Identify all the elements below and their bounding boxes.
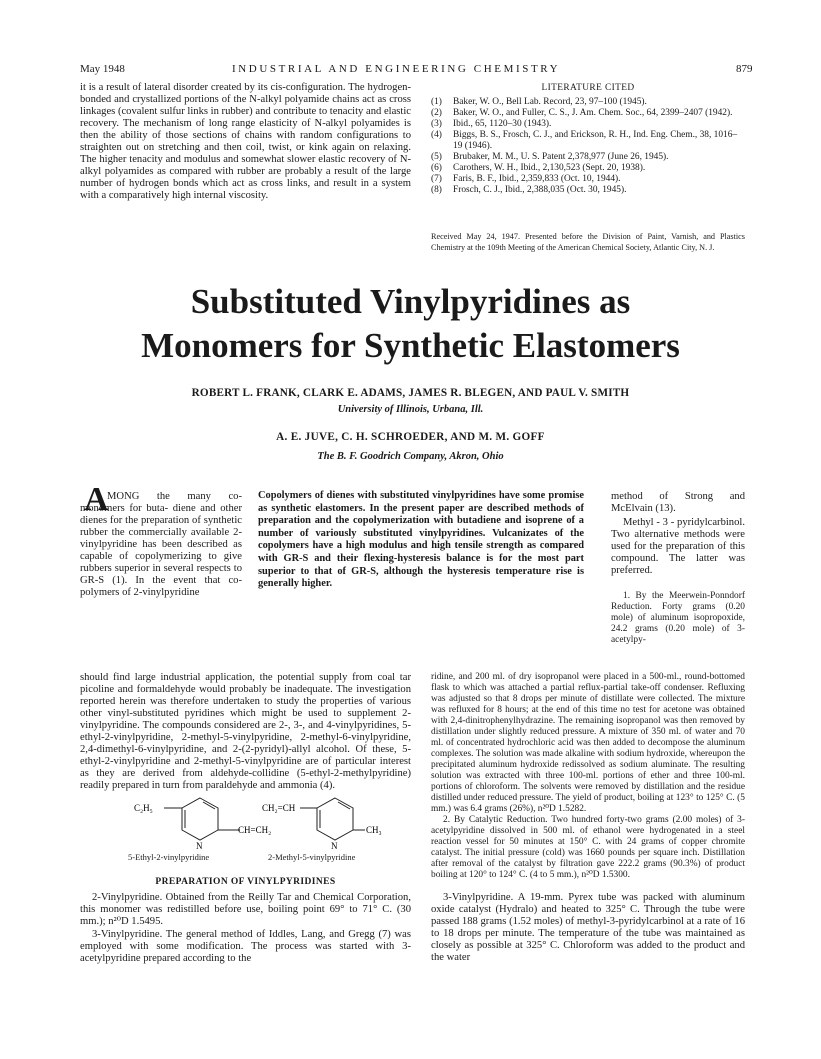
reference-item (431, 163, 745, 174)
step-1-lead: 1. By the Meerwein-Ponndorf Reduction. Forty grams (0.20 mole) of aluminum isopropoxide, 24.2 grams (0.20 mole) of 3-acetylpy- (611, 591, 745, 645)
reference-text: Carothers, W. H., Ibid., 2,130,523 (Sept. 20, 1938). (453, 163, 646, 173)
received-note: Received May 24, 1947. Presented before the Division of Paint, Varnish, and Plastics Chemistry at the 109th Meeting of the American Chemical Society, Atlantic City, N. J. (431, 232, 745, 252)
reference-text: Faris, B. F., Ibid., 2,359,833 (Oct. 10, 1944). (453, 174, 621, 184)
header-date: May 1948 (80, 63, 125, 75)
reference-text: Biggs, B. S., Frosch, C. J., and Erickson, R. H., Ind. Eng. Chem., 38, 1016–19 (1946). (453, 130, 738, 151)
reference-item (431, 174, 745, 185)
preparation-heading: PREPARATION OF VINYLPYRIDINES (155, 877, 336, 887)
reference-number: (3) (431, 119, 442, 129)
reference-number: (1) (431, 97, 442, 107)
struct-2-caption: 2-Methyl-5-vinylpyridine (268, 852, 356, 862)
intro-lead-paragraph: MONG the many co- monomers for buta- diene and other dienes for the preparation of synthetic rubber the commercially available 2-vinylpyridine has been described as capable of copolymerizing to give rubbers superior in several respects to GR-S (1). In the event that co- polymers of 2-vinylpyridine (80, 491, 242, 598)
title-line-1: Substituted Vinylpyridines as (190, 282, 631, 321)
step-1-continuation: ridine, and 200 ml. of dry isopropanol were placed in a 500-ml., round-bottomed flask to which was attached a partial reflux-partial take-off condenser. Refluxing was adjusted so that 8 drops per minute of distillate were collected. The mixture was refluxed for 8 hours; at the end of this time no test for acetone was obtained with 2,4-dinitrophenylhydrazine. The remaining isopropanol was then removed by distillation under slightly reduced pressure. A mixture of 350 ml. of water and 70 ml. of concentrated hydrochloric acid was then added to decompose the aluminum complexes. The solution was made alkaline with sodium hydroxide, whereupon the precipitated aluminum hydroxide redissolved as sodium aluminate. The resulting solution was extracted with three 100-ml. portions of ether and three 100-ml. portions of chloroform. The solvents were removed by distillation and the residue distilled under reduced pressure. The yield of product, boiling at 123° to 125° C. (5 mm.) was 6.4 grams (26%), n²⁰D 1.5282. (431, 672, 745, 814)
vinylpyridine-3-dehydration: 3-Vinylpyridine. A 19-mm. Pyrex tube was packed with aluminum oxide catalyst (Hydralo) and heated to 325° C. Through the tube were passed 188 grams (1.52 moles) of methyl-3-pyridylcarbinol at a rate of 16 to 18 drops per minute. The temperature of the tube was maintained as closely as possible at 325° C. Chloroform was added to the product and the water (431, 892, 745, 963)
reference-text: Ibid., 65, 1120–30 (1943). (453, 119, 552, 129)
reference-number: (6) (431, 163, 442, 173)
reference-item (431, 152, 745, 163)
struct-2-side-chain: CH₃ (366, 825, 382, 835)
authors-group-2: A. E. JUVE, C. H. SCHROEDER, AND M. M. GOFF (276, 431, 545, 443)
reference-item (431, 119, 745, 130)
reference-item (431, 130, 745, 152)
reference-item (431, 185, 745, 196)
reference-number: (8) (431, 185, 442, 195)
method-reference: method of Strong and McElvain (13). (611, 491, 745, 514)
struct-1-caption: 5-Ethyl-2-vinylpyridine (128, 852, 210, 862)
reference-list (431, 97, 745, 196)
reference-text: Brubaker, M. M., U. S. Patent 2,378,977 (June 26, 1945). (453, 152, 669, 162)
abstract: Copolymers of dienes with substituted vinylpyridines have some promise as synthetic elastomers. In the present paper are described methods of preparation and the copolymerization with butadiene and isoprene of a number of variously substituted vinylpyridines. Vulcanizates of the copolymers have a high modulus and high tensile strength as compared with GR-S and their flexing-hysteresis balance is for the most part superior to that of GR-S, although the hysteresis temperature rise is generally higher. (258, 490, 584, 590)
drop-cap: A (84, 481, 109, 518)
prep-2-vinylpyridine: 2-Vinylpyridine. Obtained from the Reilly Tar and Chemical Corporation, this monomer was redistilled before use, boiling point 69° to 71° C. (30 mm.); n²⁰D 1.5495. (80, 892, 411, 927)
affiliation-1: University of Illinois, Urbana, Ill. (337, 404, 484, 415)
article-title (0, 280, 821, 368)
reference-item (431, 97, 745, 108)
struct-1-side-chain: CH=CH₂ (238, 825, 272, 835)
affiliation-2: The B. F. Goodrich Company, Akron, Ohio (317, 451, 504, 462)
reference-number: (7) (431, 174, 442, 184)
prev-article-text: it is a result of lateral disorder created by its cis-configuration. The hydrogen-bonded and crystallized portions of the N-alkyl polyamide chains act as cross linkages (covalent sulfur links in rubber) and contribute to tenacity and elastic recovery. The mechanism of long range elasticity of N-alkyl polyamides is then the ability of those sections of chains with random configurations to straighten out on stretching and then coil, twist, or kink again on relaxing. The higher tenacity and modulus and somewhat slower elastic recovery of N-alkyl polyamides as compared with rubber are probably a result of the large number of hydrogen bonds which act as cross links, and result in a system with a comparatively high internal viscosity. (80, 82, 411, 201)
chemical-structures (90, 790, 410, 860)
methyl-pyridylcarbinol-intro: Methyl - 3 - pyridylcarbinol. Two alternative methods were used for the preparation of this compound. The latter was preferred. (611, 517, 745, 576)
reference-item (431, 108, 745, 119)
step-2-catalytic-reduction: 2. By Catalytic Reduction. Two hundred forty-two grams (2.00 moles) of 3-acetylpyridine dissolved in 500 ml. of ethanol were hydrogenated in a steel reaction vessel for 50 minutes at 150° C. with 24 grams of copper chromite catalyst. The initial pressure (cold) was 1660 pounds per square inch. Distillation after removal of the catalyst by filtration gave 222.2 grams (90.3%) of product boiling at 120° to 124° C. (4 to 5 mm.), n²⁰D 1.5300. (431, 815, 745, 880)
reference-text: Baker, W. O., and Fuller, C. S., J. Am. Chem. Soc., 64, 2399–2407 (1942). (453, 108, 733, 118)
header-journal: INDUSTRIAL AND ENGINEERING CHEMISTRY (232, 63, 561, 75)
intro-continuation: should find large industrial application, the potential supply from coal tar picoline and formaldehyde would probably be inadequate. The investigation reported herein was therefore undertaken to study the properties of various other vinyl-substituted pyridines which might be used to supplement 2-vinylpyridine. The compounds considered are 2-, 3-, and 4-vinylpyridines, 5-ethyl-2-vinylpyridine, 2-methyl-5-vinylpyridine, 2-methyl-6-vinylpyridine, 2,4-dimethyl-6-vinylpyridine, and 2-(2-pyridyl)-allyl alcohol. Of these, 5-ethyl-2-vinylpyridine and 2-methyl-5-vinylpyridine are of particular interest as they are derived from aldehyde-collidine (5-ethyl-2-methylpyridine) readily prepared in turn from paraldehyde and ammonia (4). (80, 672, 411, 791)
reference-text: Baker, W. O., Bell Lab. Record, 23, 97–100 (1945). (453, 97, 647, 107)
reference-number: (4) (431, 130, 442, 140)
struct-1-nitrogen: N (196, 841, 203, 851)
pyridine-ring-2 (317, 798, 353, 840)
header-page-number: 879 (736, 63, 753, 75)
title-line-2: Monomers for Synthetic Elastomers (141, 326, 680, 365)
struct-2-nitrogen: N (331, 841, 338, 851)
reference-number: (2) (431, 108, 442, 118)
pyridine-ring-1 (182, 798, 218, 840)
literature-cited-heading: LITERATURE CITED (541, 83, 635, 93)
reference-number: (5) (431, 152, 442, 162)
struct-2-substituent: CH₂=CH (262, 803, 296, 813)
struct-1-substituent: C₂H₅ (134, 803, 153, 813)
authors-group-1: ROBERT L. FRANK, CLARK E. ADAMS, JAMES R. BLEGEN, AND PAUL V. SMITH (191, 387, 630, 399)
prep-3-vinylpyridine: 3-Vinylpyridine. The general method of Iddles, Lang, and Gregg (7) was employed with some modification. The process was started with 3-acetylpyridine prepared according to the (80, 929, 411, 964)
reference-text: Frosch, C. J., Ibid., 2,388,035 (Oct. 30, 1945). (453, 185, 627, 195)
